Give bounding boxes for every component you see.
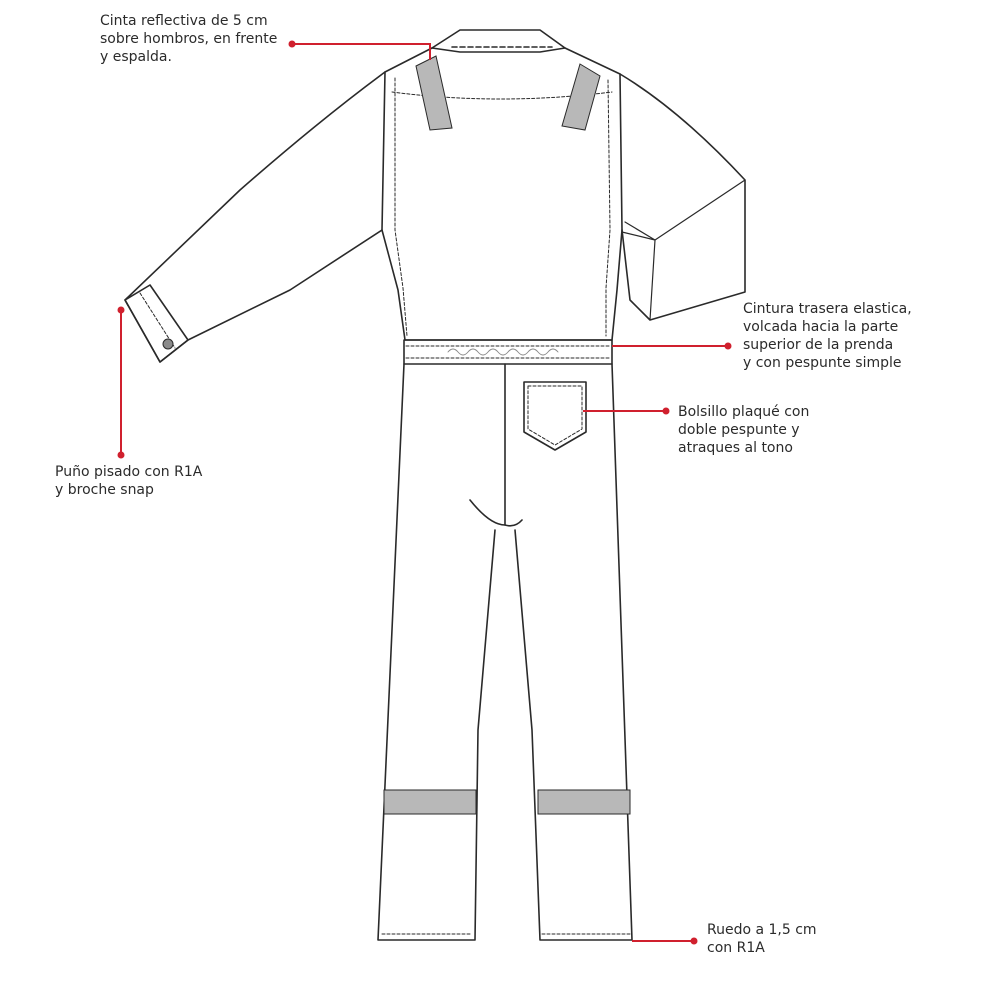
- callout-text-line: Bolsillo plaqué con: [678, 404, 810, 420]
- right-sleeve: [620, 74, 745, 320]
- callout-text-line: doble pespunte y: [678, 422, 800, 438]
- leader-dot-waist: [725, 343, 732, 350]
- leader-dot-hem: [691, 938, 698, 945]
- callout-hem: [707, 921, 817, 957]
- right-leg: [515, 364, 632, 940]
- left-sleeve: [125, 72, 385, 362]
- callout-text-line: atraques al tono: [678, 440, 793, 456]
- callout-reflective-tape: [100, 12, 277, 66]
- torso-right-seam: [606, 80, 610, 336]
- callout-back-pocket: [678, 403, 809, 457]
- callout-text-line: sobre hombros, en frente: [100, 31, 278, 47]
- collar: [432, 30, 565, 52]
- callout-text-line: superior de la prenda: [743, 337, 894, 353]
- right-shoulder-reflective-tape: [562, 64, 600, 130]
- callout-text-line: volcada hacia la parte: [743, 319, 899, 335]
- left-leg: [378, 364, 495, 940]
- callout-text-line: y espalda.: [100, 49, 172, 65]
- crotch-curve: [470, 500, 522, 526]
- back-patch-pocket: [524, 382, 586, 450]
- left-leg-reflective-tape: [384, 790, 476, 814]
- callout-waistband: [743, 300, 912, 372]
- back-pocket-stitch: [528, 386, 582, 445]
- right-sleeve-fold: [625, 180, 745, 240]
- leader-dot-cuff-start: [118, 307, 125, 314]
- leader-reflective-tape: [292, 44, 430, 60]
- left-cuff: [125, 285, 188, 362]
- right-leg-reflective-tape: [538, 790, 630, 814]
- leader-dot-cuff: [118, 452, 125, 459]
- callout-text-line: con R1A: [707, 940, 765, 956]
- callout-text-line: y con pespunte simple: [743, 355, 902, 371]
- leader-dot-reflective-tape: [289, 41, 296, 48]
- elastic-gathers: [448, 349, 558, 355]
- torso-left-seam: [395, 78, 407, 336]
- callout-text-line: Cintura trasera elastica,: [743, 301, 912, 317]
- callout-cuff: [55, 463, 202, 499]
- callout-text-line: y broche snap: [55, 482, 154, 498]
- callout-text-line: Ruedo a 1,5 cm: [707, 922, 817, 938]
- left-shoulder-reflective-tape: [416, 56, 452, 130]
- cuff-snap-button: [163, 339, 173, 349]
- callout-text-line: Puño pisado con R1A: [55, 464, 203, 480]
- leader-dot-pocket: [663, 408, 670, 415]
- callout-text-line: Cinta reflectiva de 5 cm: [100, 13, 268, 29]
